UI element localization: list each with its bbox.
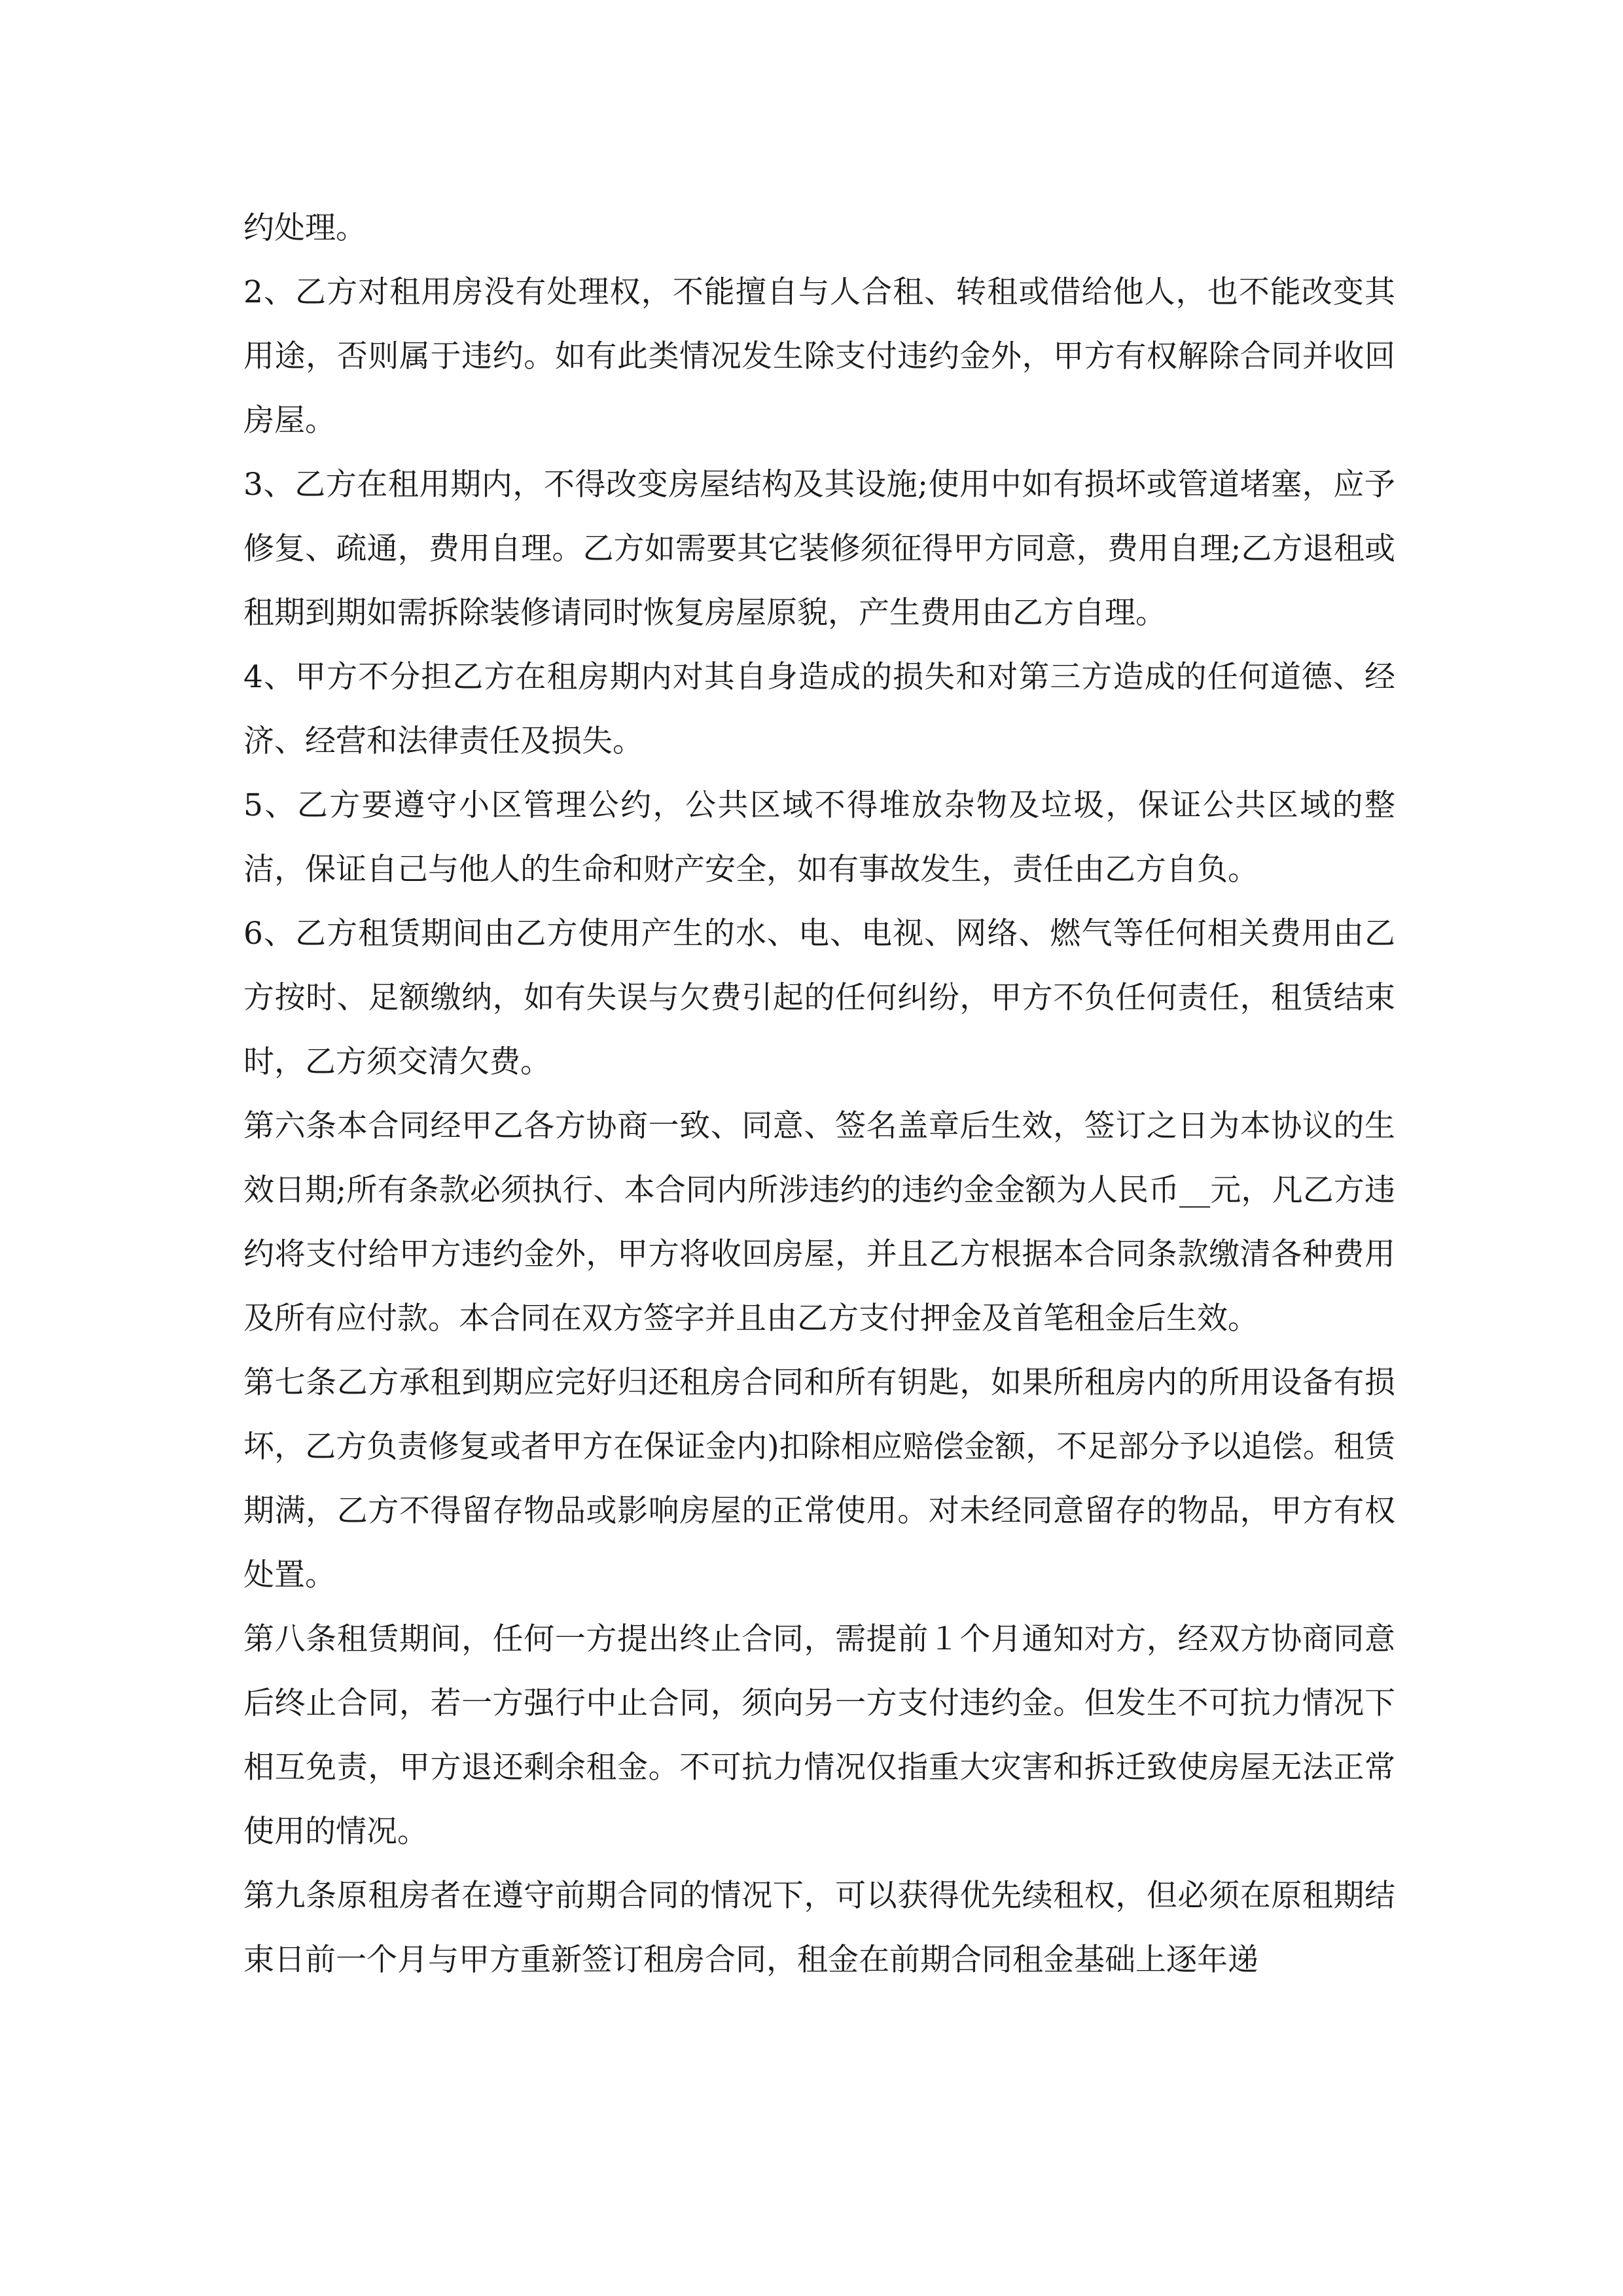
clause-3-structure-repair: 3、乙方在租用期内，不得改变房屋结构及其设施;使用中如有损坏或管道堵塞，应予修复、疏通，费用自理。乙方如需要其它装修须征得甲方同意，费用自理;乙方退租或租期到期如需拆除装修请同时恢复房屋原貌，产生费用由乙方自理。 (243, 467, 1395, 631)
contract-body (243, 196, 1395, 1992)
article-7-return-keys: 第七条乙方承租到期应完好归还租房合同和所有钥匙，如果所租房内的所用设备有损坏，乙方负责修复或者甲方在保证金内)扣除相应赔偿金额，不足部分予以追偿。租赁期满，乙方不得留存物品或影响房屋的正常使用。对未经同意留存的物品，甲方有权处置。 (243, 1365, 1395, 1593)
article-8-termination: 第八条租赁期间，任何一方提出终止合同，需提前１个月通知对方，经双方协商同意后终止合同，若一方强行中止合同，须向另一方支付违约金。但发生不可抗力情况下相互免责，甲方退还剩余租金。不可抗力情况仅指重大灾害和拆迁致使房屋无法正常使用的情况。 (243, 1621, 1395, 1850)
paragraph-continuation: 约处理。 (243, 210, 366, 246)
article-9-renewal: 第九条原租房者在遵守前期合同的情况下，可以获得优先续租权，但必须在原租期结束日前一个月与甲方重新签订租房合同，租金在前期合同租金基础上逐年递 (243, 1878, 1395, 1978)
clause-5-community-rules: 5、乙方要遵守小区管理公约，公共区域不得堆放杂物及垃圾，保证公共区域的整洁，保证自己与他人的生命和财产安全，如有事故发生，责任由乙方自负。 (243, 787, 1395, 888)
clause-4-liability: 4、甲方不分担乙方在租房期内对其自身造成的损失和对第三方造成的任何道德、经济、经营和法律责任及损失。 (243, 659, 1395, 759)
article-6-effectiveness: 第六条本合同经甲乙各方协商一致、同意、签名盖章后生效，签订之日为本协议的生效日期;所有条款必须执行、本合同内所涉违约的违约金金额为人民币__元，凡乙方违约将支付给甲方违约金外，甲方将收回房屋，并且乙方根据本合同条款缴清各种费用及所有应付款。本合同在双方签字并且由乙方支付押金及首笔租金后生效。 (243, 1108, 1395, 1336)
clause-6-utility-fees: 6、乙方租赁期间由乙方使用产生的水、电、电视、网络、燃气等任何相关费用由乙方按时、足额缴纳，如有失误与欠费引起的任何纠纷，甲方不负任何责任，租赁结束时，乙方须交清欠费。 (243, 916, 1395, 1080)
clause-2-sublet-restriction: 2、乙方对租用房没有处理权，不能擅自与人合租、转租或借给他人，也不能改变其用途，否则属于违约。如有此类情况发生除支付违约金外，甲方有权解除合同并收回房屋。 (243, 274, 1395, 439)
